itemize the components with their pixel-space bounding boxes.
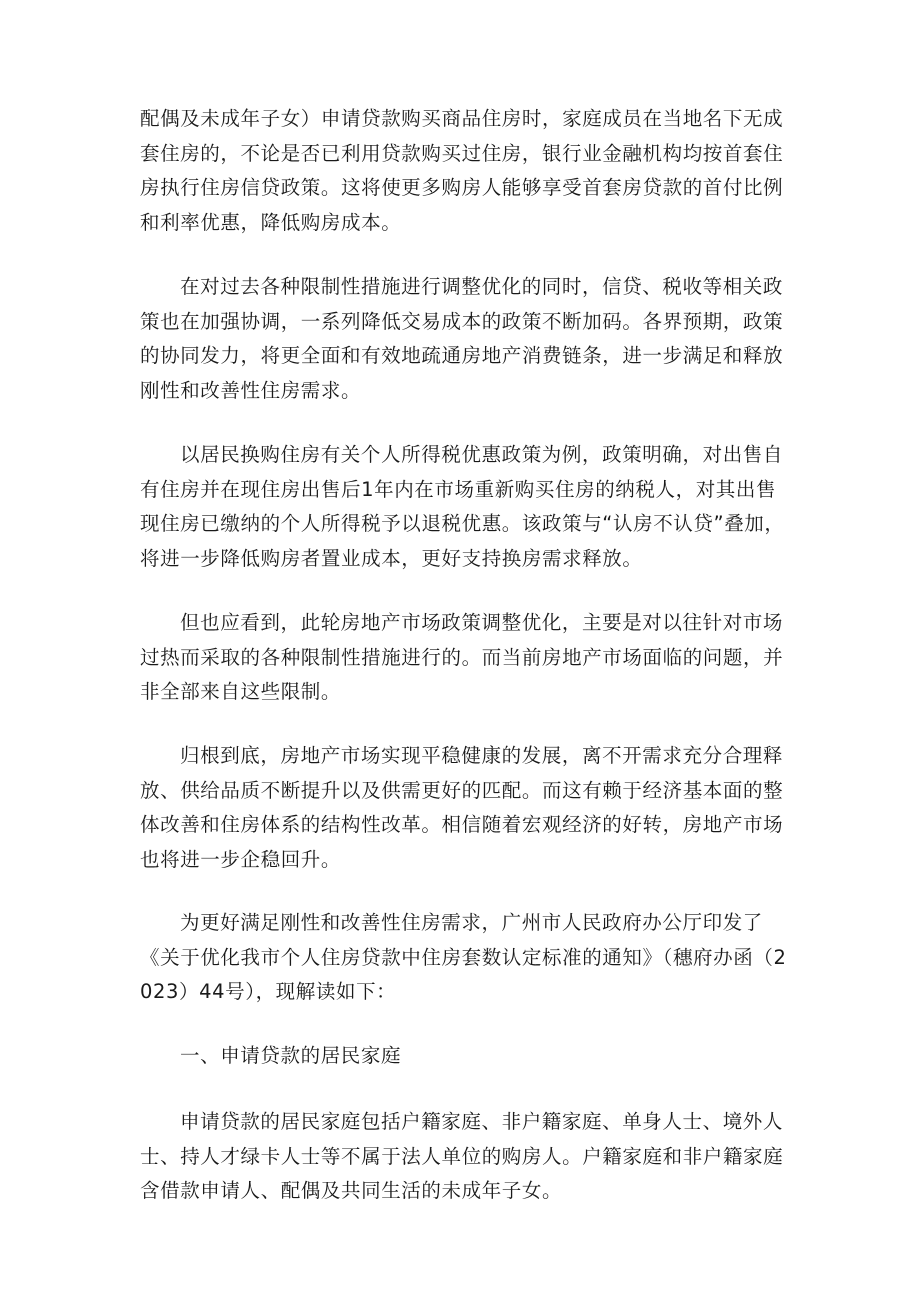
paragraph-1: 配偶及未成年子女）申请贷款购买商品住房时，家庭成员在当地名下无成套住房的，不论是否已利用贷款购买过住房，银行业金融机构均按首套住房执行住房信贷政策。这将使更多购房人能够享受首套房贷款的首付比例和利率优惠，降低购房成本。	[140, 107, 784, 234]
section-heading: 一、申请贷款的居民家庭	[180, 1044, 402, 1067]
paragraph-5: 归根到底，房地产市场实现平稳健康的发展，离不开需求充分合理释放、供给品质不断提升以及供需更好的匹配。而这有赖于经济基本面的整体改善和住房体系的结构性改革。相信随着宏观经济的好转，房地产市场也将进一步企稳回升。	[140, 744, 784, 871]
paragraph-7: 申请贷款的居民家庭包括户籍家庭、非户籍家庭、单身人士、境外人士、持人才绿卡人士等不属于法人单位的购房人。户籍家庭和非户籍家庭含借款申请人、配偶及共同生活的未成年子女。	[140, 1110, 784, 1202]
paragraph-6: 为更好满足刚性和改善性住房需求，广州市人民政府办公厅印发了《关于优化我市个人住房贷款中住房套数认定标准的通知》（穗府办函（2023）44号），现解读如下：	[140, 911, 787, 1003]
paragraph-2: 在对过去各种限制性措施进行调整优化的同时，信贷、税收等相关政策也在加强协调，一系列降低交易成本的政策不断加码。各界预期，政策的协同发力，将更全面和有效地疏通房地产消费链条，进一步满足和释放刚性和改善性住房需求。	[140, 275, 784, 402]
paragraph-4: 但也应看到，此轮房地产市场政策调整优化，主要是对以往针对市场过热而采取的各种限制性措施进行的。而当前房地产市场面临的问题，并非全部来自这些限制。	[140, 611, 784, 703]
paragraph-3: 以居民换购住房有关个人所得税优惠政策为例，政策明确，对出售自有住房并在现住房出售后1年内在市场重新购买住房的纳税人，对其出售现住房已缴纳的个人所得税予以退税优惠。该政策与“认房不认贷”叠加，将进一步降低购房者置业成本，更好支持换房需求释放。	[140, 443, 785, 570]
